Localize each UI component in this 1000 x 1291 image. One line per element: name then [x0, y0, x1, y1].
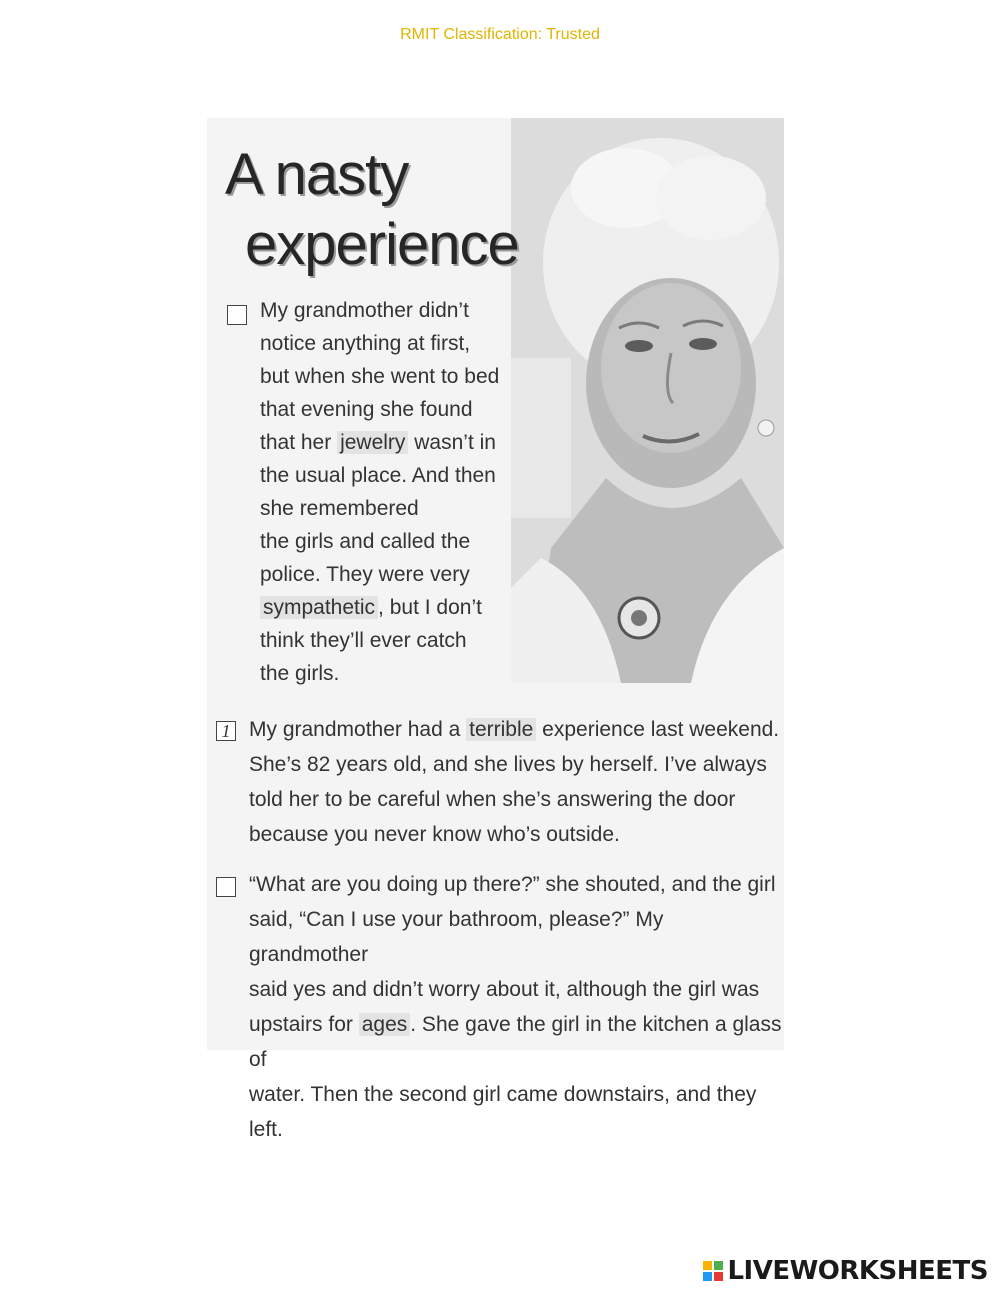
p1-line: but when she went to bed — [260, 365, 500, 388]
order-box-3[interactable] — [216, 877, 236, 897]
p3-line: said, “Can I use your bathroom, please?” My grandmother — [249, 908, 664, 966]
p1-line: police. They were very — [260, 563, 470, 586]
p1-line: the girls and called the — [260, 530, 471, 553]
p2-line: told her to be careful when she’s answering the door — [249, 788, 736, 811]
p1-text: that her — [260, 431, 338, 454]
portrait-illustration — [511, 118, 784, 683]
liveworksheets-logo — [703, 1256, 988, 1286]
grandmother-photo — [511, 118, 784, 683]
highlight-sympathetic[interactable]: sympathetic — [260, 596, 378, 619]
p3-line: water. Then the second girl came downstairs, and they left. — [249, 1083, 757, 1141]
p3-text: upstairs for — [249, 1013, 359, 1036]
logo-block — [703, 1261, 712, 1270]
highlight-jewelry[interactable]: jewelry — [337, 431, 408, 454]
article-title — [225, 140, 519, 280]
p1-line: that evening she found — [260, 398, 473, 421]
logo-blocks-icon — [703, 1261, 723, 1281]
paragraph-1 — [260, 294, 510, 690]
order-box-2[interactable]: 1 — [216, 721, 236, 741]
p3-line: “What are you doing up there?” she shouted, and the girl — [249, 873, 776, 896]
p1-line: the usual place. And then — [260, 464, 496, 487]
highlight-terrible[interactable]: terrible — [466, 718, 536, 741]
p1-line — [260, 426, 510, 459]
p3-line: said yes and didn’t worry about it, although the girl was — [249, 978, 760, 1001]
p1-text: , but I don’t — [378, 596, 482, 619]
p1-line: My grandmother didn’t — [260, 299, 469, 322]
p1-text: wasn’t in — [408, 431, 496, 454]
title-line-2: experience — [245, 212, 519, 277]
order-box-1[interactable] — [227, 305, 247, 325]
p1-line: the girls. — [260, 662, 340, 685]
p2-text: experience last weekend. — [536, 718, 780, 741]
p1-line: think they’ll ever catch — [260, 629, 467, 652]
logo-block — [714, 1272, 723, 1281]
p1-line: she remembered — [260, 497, 419, 520]
p2-line: She’s 82 years old, and she lives by herself. I’ve always — [249, 753, 767, 776]
paragraph-3 — [249, 867, 784, 1147]
classification-label: RMIT Classification: Trusted — [400, 26, 600, 43]
p2-line: because you never know who’s outside. — [249, 823, 620, 846]
p2-text: My grandmother had a — [249, 718, 467, 741]
p3-line — [249, 1007, 784, 1077]
worksheet-scan — [207, 118, 784, 1141]
logo-block — [714, 1261, 723, 1270]
logo-text: LIVEWORKSHEETS — [727, 1256, 988, 1286]
p1-line: notice anything at first, — [260, 332, 471, 355]
title-line-1: A nasty — [225, 142, 409, 207]
p3-text: . She gave the girl in the kitchen a glass of — [249, 1013, 782, 1071]
paragraph-2 — [249, 712, 784, 852]
logo-block — [703, 1272, 712, 1281]
p1-line — [260, 591, 510, 624]
p2-line — [249, 712, 784, 747]
highlight-ages[interactable]: ages — [359, 1013, 411, 1036]
